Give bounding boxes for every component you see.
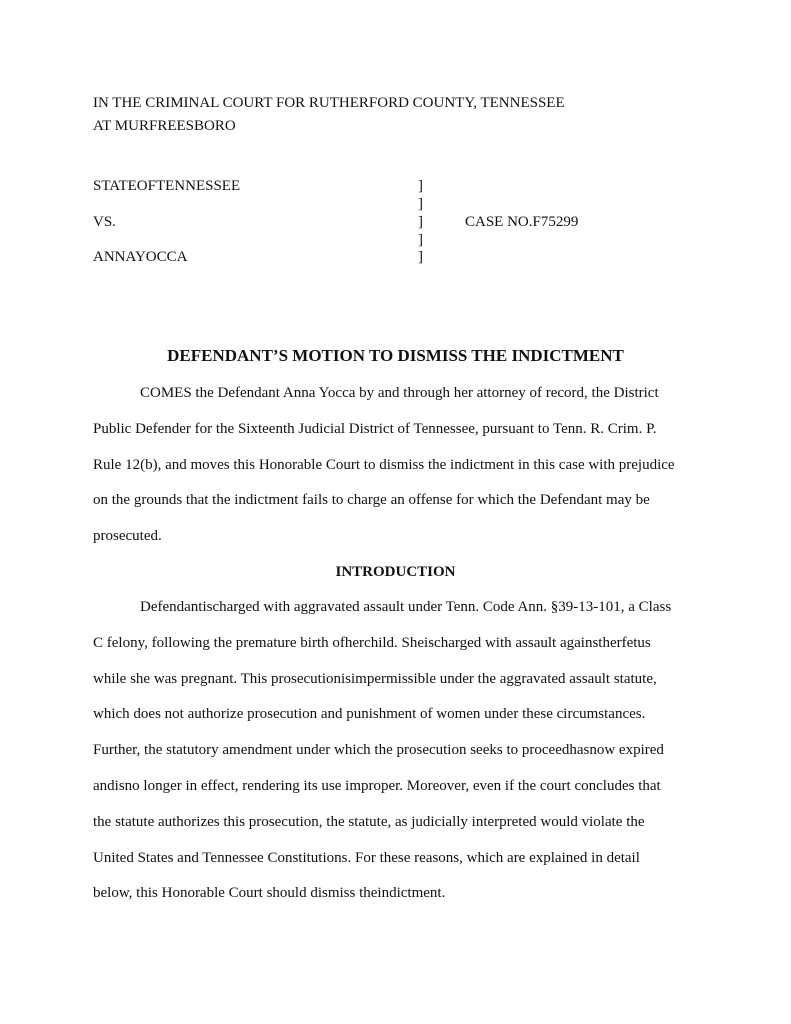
court-location-line: AT MURFREESBORO (93, 118, 236, 134)
plaintiff-name: STATEOFTENNESSEE (93, 178, 241, 194)
paragraph-line: on the grounds that the indictment fails to charge an offense for which the Defendant may be (93, 492, 650, 509)
paragraph-line: Rule 12(b), and moves this Honorable Court to dismiss the indictment in this case with prejudice (93, 456, 675, 473)
paragraph-line: while she was pregnant. This prosecutionisimpermissible under the aggravated assault statute, (93, 670, 657, 687)
caption-bracket: ] (418, 196, 423, 212)
versus-label: VS. (93, 214, 116, 230)
paragraph-line: the statute authorizes this prosecution, the statute, as judicially interpreted would violate the (93, 813, 645, 830)
paragraph-line: Defendantischarged with aggravated assault under Tenn. Code Ann. §39-13-101, a Class (140, 599, 672, 615)
motion-title: DEFENDANT’S MOTION TO DISMISS THE INDICTMENT (167, 346, 624, 365)
defendant-name: ANNAYOCCA (93, 249, 188, 265)
paragraph-line: below, this Honorable Court should dismiss theindictment. (93, 885, 446, 902)
paragraph-line: United States and Tennessee Constitutions. For these reasons, which are explained in detail (93, 849, 640, 866)
paragraph-line: Public Defender for the Sixteenth Judicial District of Tennessee, pursuant to Tenn. R. Crim. P. (93, 420, 657, 437)
paragraph-line: which does not authorize prosecution and punishment of women under these circumstances. (93, 706, 646, 723)
case-number: CASE NO.F75299 (465, 214, 579, 230)
paragraph-line: COMES the Defendant Anna Yocca by and through her attorney of record, the District (140, 385, 659, 401)
caption-bracket: ] (418, 214, 423, 230)
paragraph-line: andisno longer in effect, rendering its use improper. Moreover, even if the court concludes that (93, 777, 661, 794)
paragraph-line: C felony, following the premature birth ofherchild. Sheischarged with assault againstherfetus (93, 634, 651, 651)
paragraph-line: prosecuted. (93, 528, 162, 545)
caption-bracket: ] (418, 232, 423, 248)
caption-bracket: ] (418, 178, 423, 194)
court-name-line: IN THE CRIMINAL COURT FOR RUTHERFORD COUNTY, TENNESSEE (93, 95, 565, 111)
introduction-heading: INTRODUCTION (335, 564, 456, 580)
paragraph-line: Further, the statutory amendment under which the prosecution seeks to proceedhasnow expired (93, 742, 664, 759)
caption-bracket: ] (418, 249, 423, 265)
motion-paragraph (93, 376, 703, 555)
introduction-paragraph (93, 590, 703, 912)
